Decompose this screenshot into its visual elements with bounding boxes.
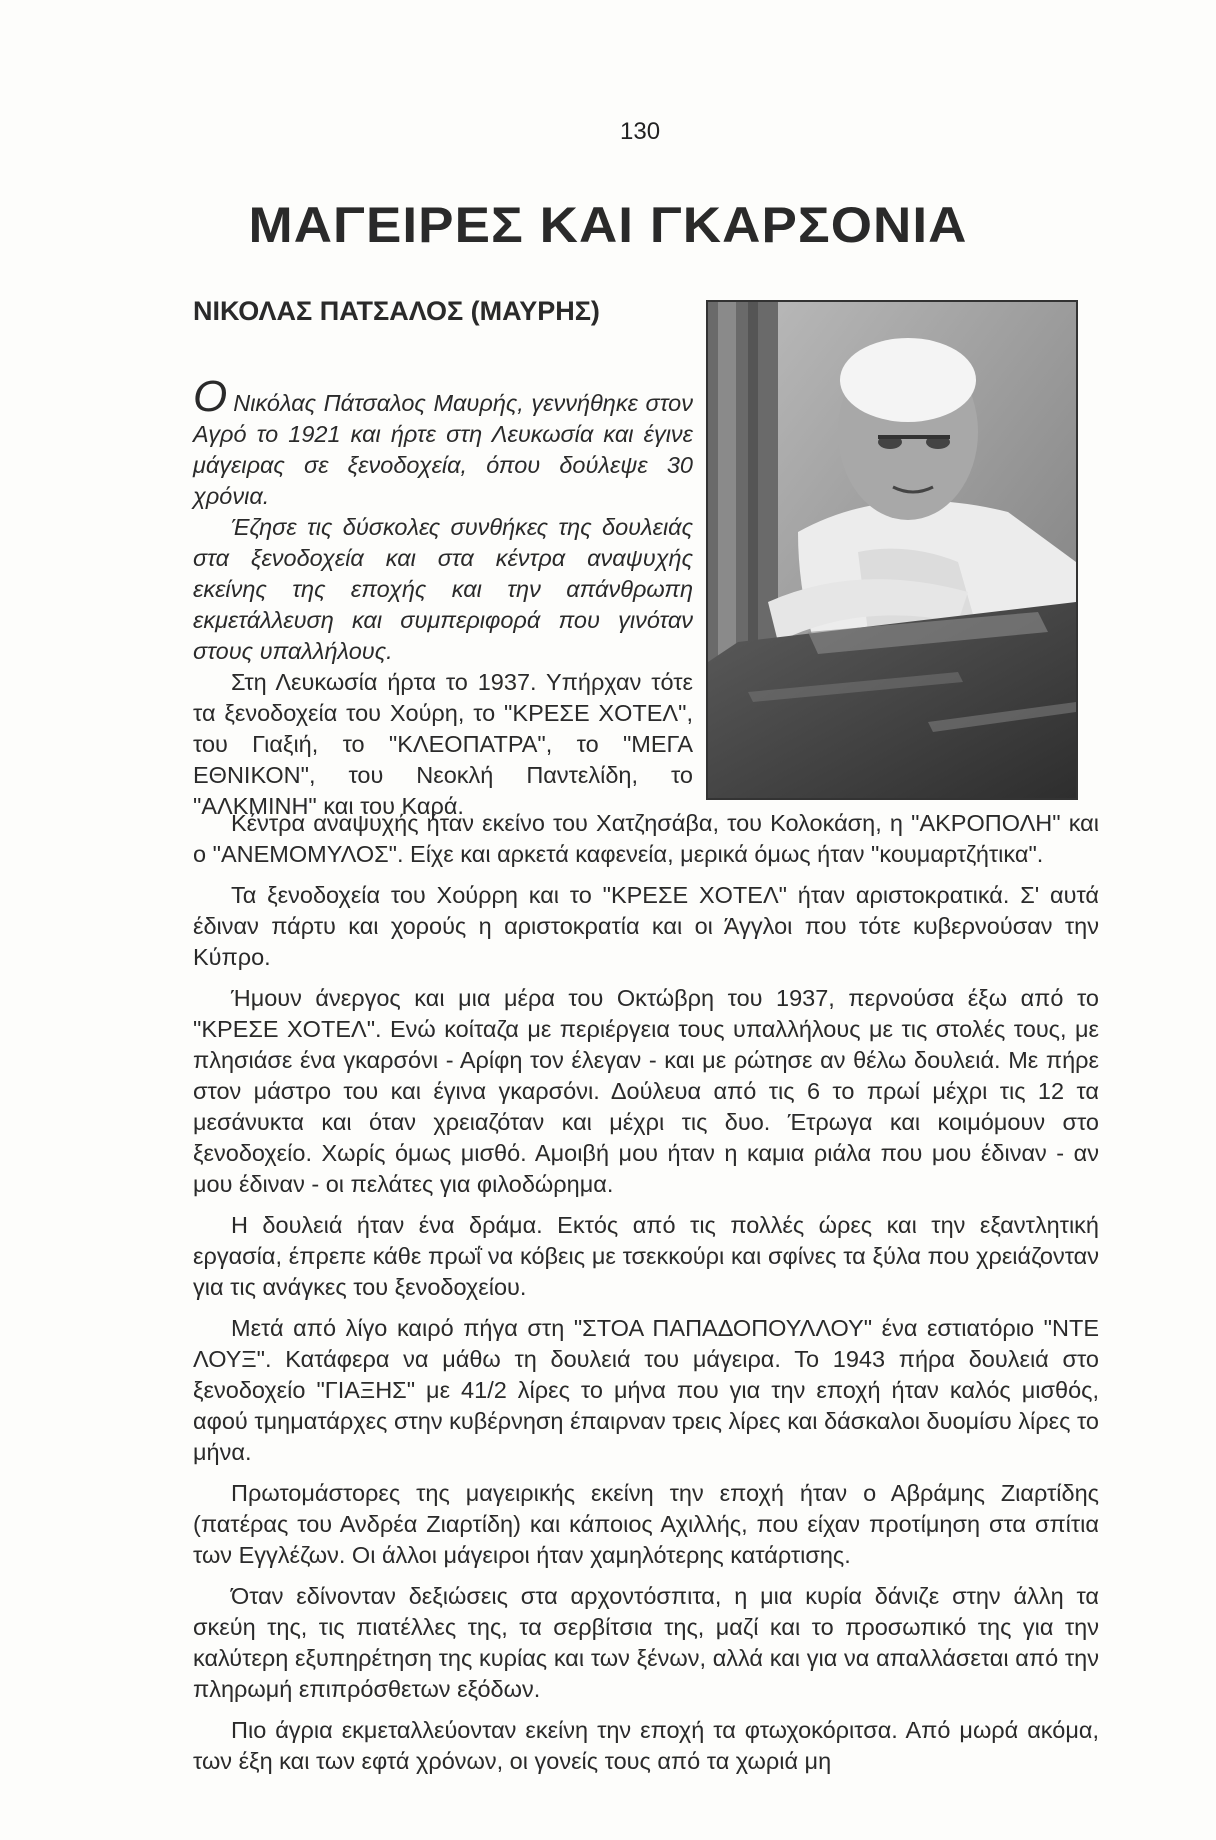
- body-text: [193, 808, 1099, 1787]
- body-paragraph: Ήμουν άνεργος και μια μέρα του Οκτώβρη του 1937, περνούσα έξω από το "ΚΡΕΣΕ ΧΟΤΕΛ". Ενώ κοίταζα με περιέργεια τους υπαλλήλους με τις στολές τους, με πλησιάσε ένα γκαρσόνι - Αρίφη τον έλεγαν - και με ρώτησε αν θέλω δουλειά. Με πήρε στον μάστρο του και έγινα γκαρσόνι. Δούλευα από τις 6 το πρωί μέχρι τις 12 τα μεσάνυκτα και όταν χρειαζόταν και μέχρι τις δυο. Έτρωγα και κοιμόμουν στο ξενοδοχείο. Χωρίς όμως μισθό. Αμοιβή μου ήταν η καμια ριάλα που μου έδιναν - αν μου έδιναν - οι πελάτες για φιλοδώρημα.: [193, 985, 1099, 1197]
- body-paragraph: Πρωτομάστορες της μαγειρικής εκείνη την εποχή ήταν ο Αβράμης Ζιαρτίδης (πατέρας του Ανδρέα Ζιαρτίδη) και κάποιος Αχιλλής, που είχαν προτίμηση στα σπίτια των Εγγλέζων. Οι άλλοι μάγειροι ήταν χαμηλότερης κατάρτισης.: [193, 1480, 1099, 1568]
- body-paragraph: Κέντρα αναψυχής ήταν εκείνο του Χατζησάβα, του Κολοκάση, η "ΑΚΡΟΠΟΛΗ" και ο "ΑΝΕΜΟΜΥΛΟΣ". Είχε και αρκετά καφενεία, μερικά όμως ήταν "κουμαρτζήτικα".: [193, 810, 1099, 867]
- intro-italic-paragraph-1: [193, 372, 693, 512]
- body-paragraph: Πιο άγρια εκμεταλλεύονταν εκείνη την εποχή τα φτωχοκόριτσα. Από μωρά ακόμα, των έξη και των εφτά χρόνων, οι γονείς τους από τα χωριά μη: [193, 1717, 1099, 1774]
- body-paragraph: Όταν εδίνονταν δεξιώσεις στα αρχοντόσπιτα, η μια κυρία δάνιζε στην άλλη τα σκεύη της, τις πιατέλλες της, τα σερβίτσια της, μαζί και το προσωπικό της για την καλύτερη εξυπηρέτηση της κυρίας και των ξένων, αλλά και για να απαλλάσεται από την πληρωμή επιπρόσθετων εξόδων.: [193, 1583, 1099, 1702]
- page-number: 130: [620, 118, 661, 145]
- intro-text: [193, 372, 693, 822]
- chapter-title: ΜΑΓΕΙΡΕΣ ΚΑΙ ΓΚΑΡΣΟΝΙΑ: [248, 197, 968, 253]
- author-portrait-photo: [706, 300, 1078, 800]
- body-paragraph: Τα ξενοδοχεία του Χούρρη και το "ΚΡΕΣΕ ΧΟΤΕΛ" ήταν αριστοκρατικά. Σ' αυτά έδιναν πάρτυ και χορούς η αριστοκρατία και οι Άγγλοι που τότε κυβερνούσαν την Κύπρο.: [193, 882, 1099, 970]
- portrait-photo-icon: [708, 302, 1076, 798]
- intro-regular-paragraph: Στη Λευκωσία ήρτα το 1937. Υπήρχαν τότε τα ξενοδοχεία του Χούρη, το "ΚΡΕΣΕ ΧΟΤΕΛ", του Γιαξιή, το "ΚΛΕΟΠΑΤΡΑ", το "ΜΕΓΑ ΕΘΝΙΚΟΝ", του Νεοκλή Παντελίδη, το "ΑΛΚΜΙΝΗ" και του Καρά.: [193, 669, 693, 819]
- dropcap: Ο: [193, 372, 228, 421]
- body-paragraph: Η δουλειά ήταν ένα δράμα. Εκτός από τις πολλές ώρες και την εξαντλητική εργασία, έπρεπε κάθε πρωΐ να κόβεις με τσεκκούρι και σφίνες τα ξύλα που χρειάζονταν για τις ανάγκες του ξενοδοχείου.: [193, 1212, 1099, 1300]
- author-heading: ΝΙΚΟΛΑΣ ΠΑΤΣΑΛΟΣ (ΜΑΥΡΗΣ): [193, 296, 600, 326]
- body-paragraph: Μετά από λίγο καιρό πήγα στη "ΣΤΟΑ ΠΑΠΑΔΟΠΟΥΛΛΟΥ" ένα εστιατόριο "ΝΤΕ ΛΟΥΞ". Κατάφερα να μάθω τη δουλειά του μάγειρα. Το 1943 πήρα δουλειά στο ξενοδοχείο "ΓΙΑΞΗΣ" με 41/2 λίρες το μήνα που για την εποχή ήταν καλός μισθός, αφού τμηματάρχες στην κυβέρνηση έπαιρναν τρεις λίρες και δάσκαλοι δυομίσυ λίρες το μήνα.: [193, 1315, 1099, 1465]
- intro-italic-paragraph-2: Έζησε τις δύσκολες συνθήκες της δουλειάς στα ξενοδοχεία και στα κέντρα αναψυχής εκείνης της εποχής και την απάνθρωπη εκμετάλλευση και συμπεριφορά που γινόταν στους υπαλλήλους.: [193, 514, 693, 664]
- intro-italic-text-1: Νικόλας Πάτσαλος Μαυρής, γεννήθηκε στον Αγρό το 1921 και ήρτε στη Λευκωσία και έγινε μάγειρας σε ξενοδοχεία, όπου δούλεψε 30 χρόνια.: [193, 390, 693, 509]
